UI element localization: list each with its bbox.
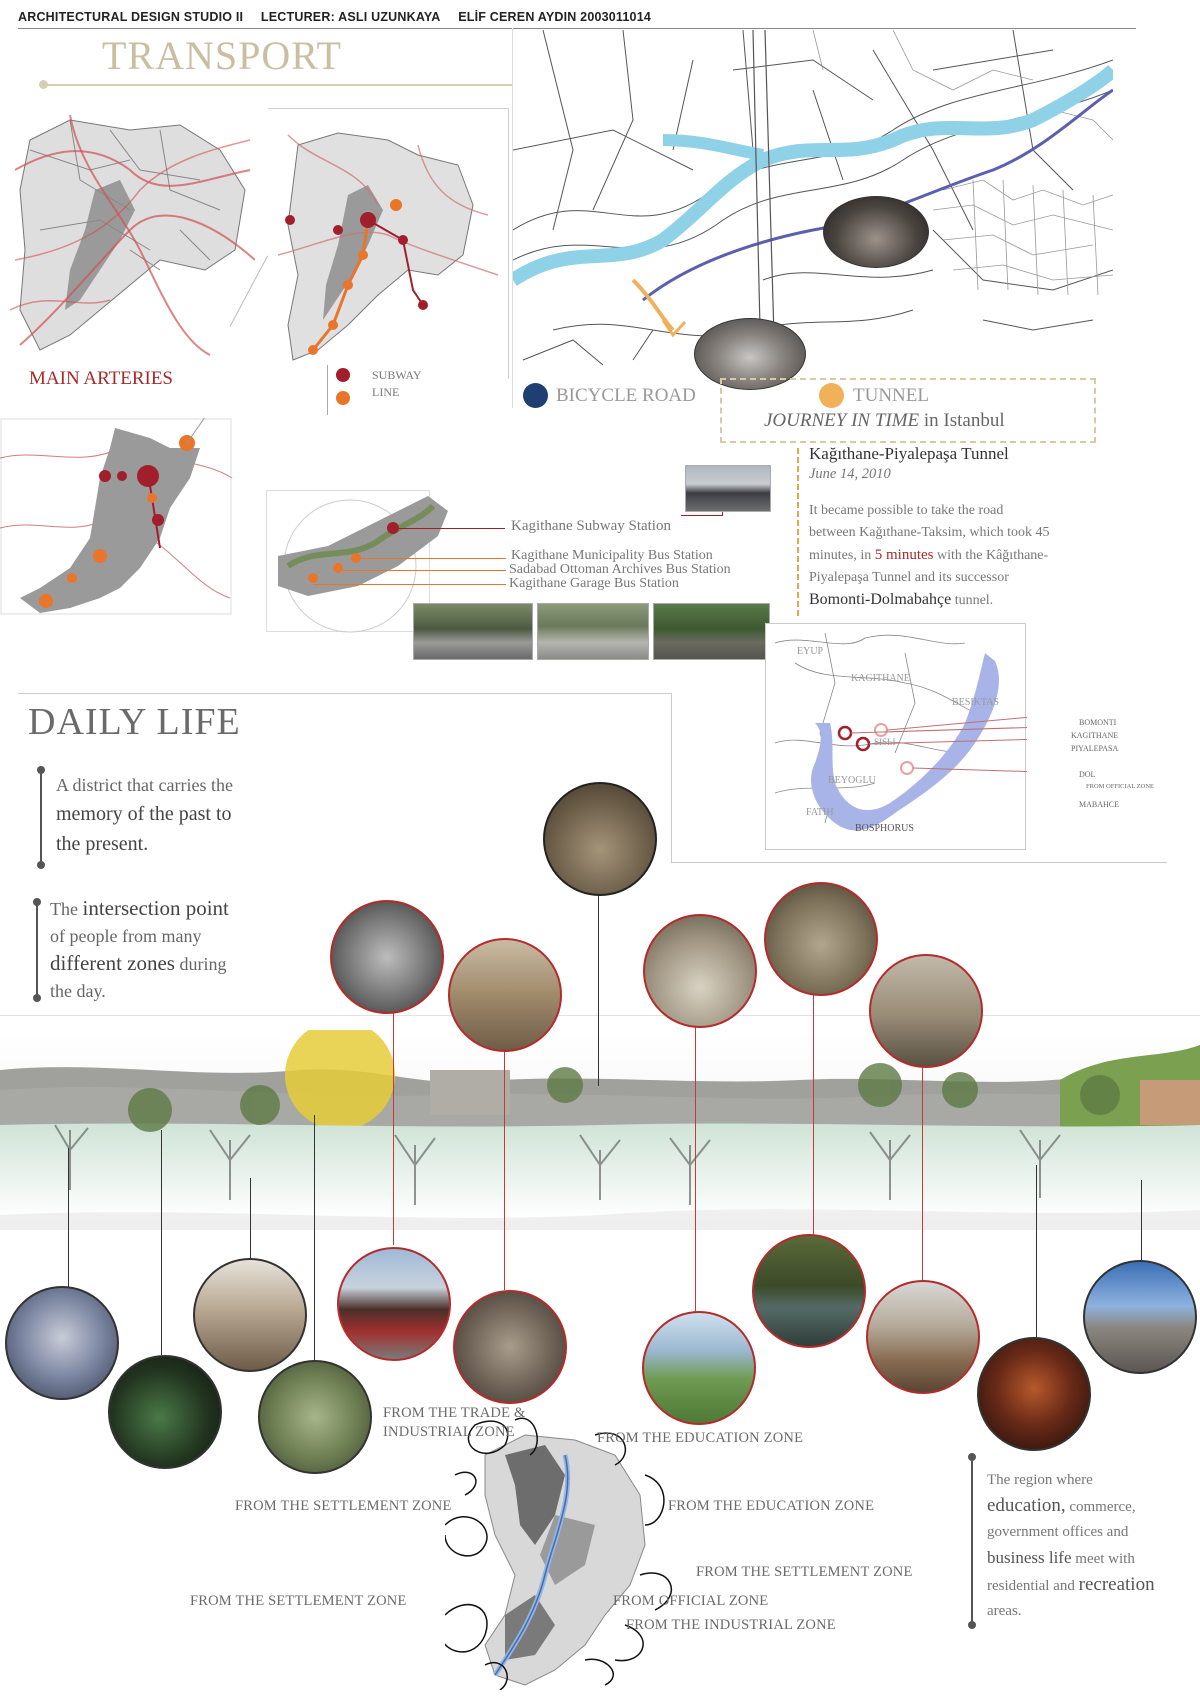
tunnel-text-highlight: 5 minutes (874, 547, 934, 563)
present-photo-mall (5, 1286, 119, 1400)
tunnel-date: June 14, 2010 (809, 466, 891, 482)
para1-line-a: A district that carries the (56, 775, 233, 795)
connector-9 (250, 1178, 251, 1258)
header-rule (18, 28, 1136, 29)
map-label-from-official: FROM OFFICIAL ZONE (1086, 783, 1155, 790)
course-name: ARCHITECTURAL DESIGN STUDIO II (18, 10, 244, 24)
tunnel-label: TUNNEL (853, 385, 929, 406)
journey-heading (764, 410, 1005, 432)
bicycle-road-label: BICYCLE ROAD (556, 385, 696, 406)
present-photo-horse (866, 1280, 980, 1394)
para1-line-b: memory of the past to (56, 803, 232, 825)
para2-line-a1: The (50, 899, 83, 919)
bus-stop-photo-3 (653, 603, 770, 660)
subway-map (268, 125, 508, 365)
connector-7 (68, 1148, 69, 1288)
map-label-eyup: EYUP (797, 646, 824, 657)
station-label-4: Kagithane Garage Bus Station (509, 576, 679, 591)
connector-3 (504, 1045, 505, 1290)
map-label-fatih: FATIH (806, 807, 834, 818)
tunnel-timeline (797, 448, 799, 618)
tunnel-name: Kağıthane-Piyalepaşa Tunnel (809, 444, 1009, 463)
journey-suffix: in Istanbul (919, 410, 1005, 431)
connector-6 (922, 1055, 923, 1280)
bus-stop-photo-1 (413, 603, 533, 660)
tunnel-description (809, 500, 1051, 612)
tunnel-dot (819, 383, 844, 408)
station-leader-2 (356, 558, 506, 559)
region-line-b2: commerce, (1065, 1499, 1136, 1515)
station-leader-4 (313, 584, 506, 585)
region-line-e2: recreation (1078, 1574, 1155, 1595)
para2-line-d: the day. (50, 981, 106, 1001)
connector-2 (393, 1005, 394, 1245)
para2-bracket (36, 902, 38, 998)
present-photo-concert (977, 1337, 1091, 1451)
station-label-3: Sadabad Ottoman Archives Bus Station (509, 562, 731, 577)
region-description (987, 1468, 1197, 1624)
subway-legend-label: SUBWAY (372, 368, 422, 382)
underline-dot-left (39, 80, 48, 89)
bicycle-road-dot (523, 383, 548, 408)
map-label-mabahce: MABAHCE (1079, 800, 1120, 809)
line-legend-label: LINE (372, 385, 400, 399)
para1-line-c: the present. (56, 833, 149, 855)
region-line-f: areas. (987, 1603, 1022, 1619)
map-label-bosphorus: BOSPHORUS (855, 823, 914, 834)
connector-8 (161, 1130, 162, 1355)
map-label-sisli: SISLI (874, 737, 896, 747)
station-leader-1b (681, 515, 723, 516)
connector-11 (1036, 1165, 1037, 1340)
daily-life-title: DAILY LIFE (28, 701, 241, 743)
station-label-2: Kagithane Municipality Bus Station (511, 548, 713, 563)
zone-settlement-3-label: FROM THE SETTLEMENT ZONE (190, 1593, 407, 1609)
student-name: ELİF CEREN AYDIN 2003011014 (458, 10, 652, 24)
historic-photo-picnic (543, 782, 657, 896)
station-leader-3 (338, 570, 506, 571)
present-photo-train (337, 1247, 451, 1361)
present-photo-building (1083, 1260, 1197, 1374)
map-label-besiktas: BESIKTAS (952, 697, 999, 708)
panorama-landscape (0, 1030, 1200, 1230)
para1-bracket (40, 770, 42, 865)
header (18, 10, 665, 24)
tunnel-text-name: Bomonti-Dolmabahçe (809, 591, 952, 608)
region-line-c: government offices and (987, 1524, 1129, 1540)
historic-photo-river (764, 882, 878, 996)
subway-station-photo (685, 465, 771, 512)
historic-photo-valley (448, 938, 562, 1052)
zone-trade-label: FROM THE TRADE & (383, 1405, 526, 1421)
region-line-d1: business life (987, 1548, 1072, 1567)
historic-photo-horses (869, 954, 983, 1068)
zone-industrial-label: FROM THE INDUSTRIAL ZONE (626, 1617, 836, 1633)
daily-life-side-rule (671, 693, 672, 863)
main-arteries-map (10, 110, 255, 360)
zone-official-label: FROM OFFICIAL ZONE (613, 1593, 769, 1609)
zone-education-2-label: FROM THE EDUCATION ZONE (668, 1498, 875, 1514)
present-photo-canal (108, 1355, 222, 1469)
map-label-piyalepasa: PIYALEPASA (1071, 744, 1119, 753)
present-photo-garden (258, 1360, 372, 1474)
region-line-b1: education, (987, 1495, 1066, 1516)
line-legend-dot (336, 391, 350, 405)
para2-line-a2: intersection point (82, 896, 229, 920)
map-label-dol: DOL (1079, 770, 1096, 779)
zone-trade-label-2: INDUSTRIAL ZONE (383, 1424, 515, 1440)
region-line-d2: meet with (1071, 1551, 1135, 1567)
connector-1 (598, 866, 599, 1086)
connector-5 (813, 955, 814, 1235)
present-photo-park (642, 1311, 756, 1425)
street-photo (823, 196, 929, 268)
tunnel-text-2: with the Kâğıthane-Piyalepaşa Tunnel and its successor (809, 548, 1049, 585)
present-photo-boat (752, 1234, 866, 1348)
station-label-1: Kagithane Subway Station (511, 518, 671, 534)
connector-10 (314, 1115, 315, 1360)
subway-legend-dot (336, 368, 350, 382)
map-label-beyoglu: BEYOGLU (828, 775, 876, 786)
tunnel-text-1: It became possible to take the road between Kağıthane-Taksim, which took 45 minutes, in (809, 503, 1050, 563)
historic-photo-gathering (643, 914, 757, 1028)
daily-para-1 (56, 772, 286, 859)
bus-stop-photo-2 (537, 603, 649, 660)
zone-map (445, 1415, 690, 1690)
connector-12 (1141, 1180, 1142, 1260)
zone-settlement-2-label: FROM THE SETTLEMENT ZONE (696, 1564, 913, 1580)
daily-life-bottom-rule (671, 862, 1167, 863)
main-arteries-label: MAIN ARTERIES (29, 368, 174, 389)
present-photo-aerial (453, 1290, 567, 1404)
station-leader-1 (393, 528, 505, 529)
lecturer-name: LECTURER: ASLI UZUNKAYA (260, 10, 441, 24)
legend-bar (327, 365, 328, 415)
region-line-e1: residential and (987, 1578, 1079, 1594)
panorama-rule (0, 1015, 1200, 1016)
istanbul-map (765, 623, 1027, 851)
district-zoom-map (0, 418, 235, 618)
zone-education-1-label: FROM THE EDUCATION ZONE (597, 1430, 804, 1446)
para2-line-c1: different zones (50, 951, 175, 975)
city-detail-map (513, 30, 1113, 370)
historic-photo-people (330, 900, 444, 1014)
present-photo-classroom (193, 1258, 307, 1372)
daily-para-2 (50, 895, 300, 1005)
daily-life-top-rule (18, 693, 671, 694)
map-label-kagithane: KAGITHANE (851, 673, 910, 684)
para2-line-c2: during (174, 954, 227, 974)
para2-line-b: of people from many (50, 926, 202, 946)
map-label-bomonti: BOMONTI (1079, 718, 1117, 727)
map-label-kagithane-2: KAGITHANE (1071, 731, 1119, 740)
connector-4 (695, 1013, 696, 1313)
journey-title: JOURNEY IN TIME (764, 410, 920, 431)
zone-settlement-1-label: FROM THE SETTLEMENT ZONE (235, 1498, 452, 1514)
transport-title: TRANSPORT (102, 33, 342, 78)
tunnel-text-3: tunnel. (951, 593, 994, 608)
region-line-a: The region where (987, 1472, 1093, 1488)
right-text-bracket (971, 1457, 973, 1625)
